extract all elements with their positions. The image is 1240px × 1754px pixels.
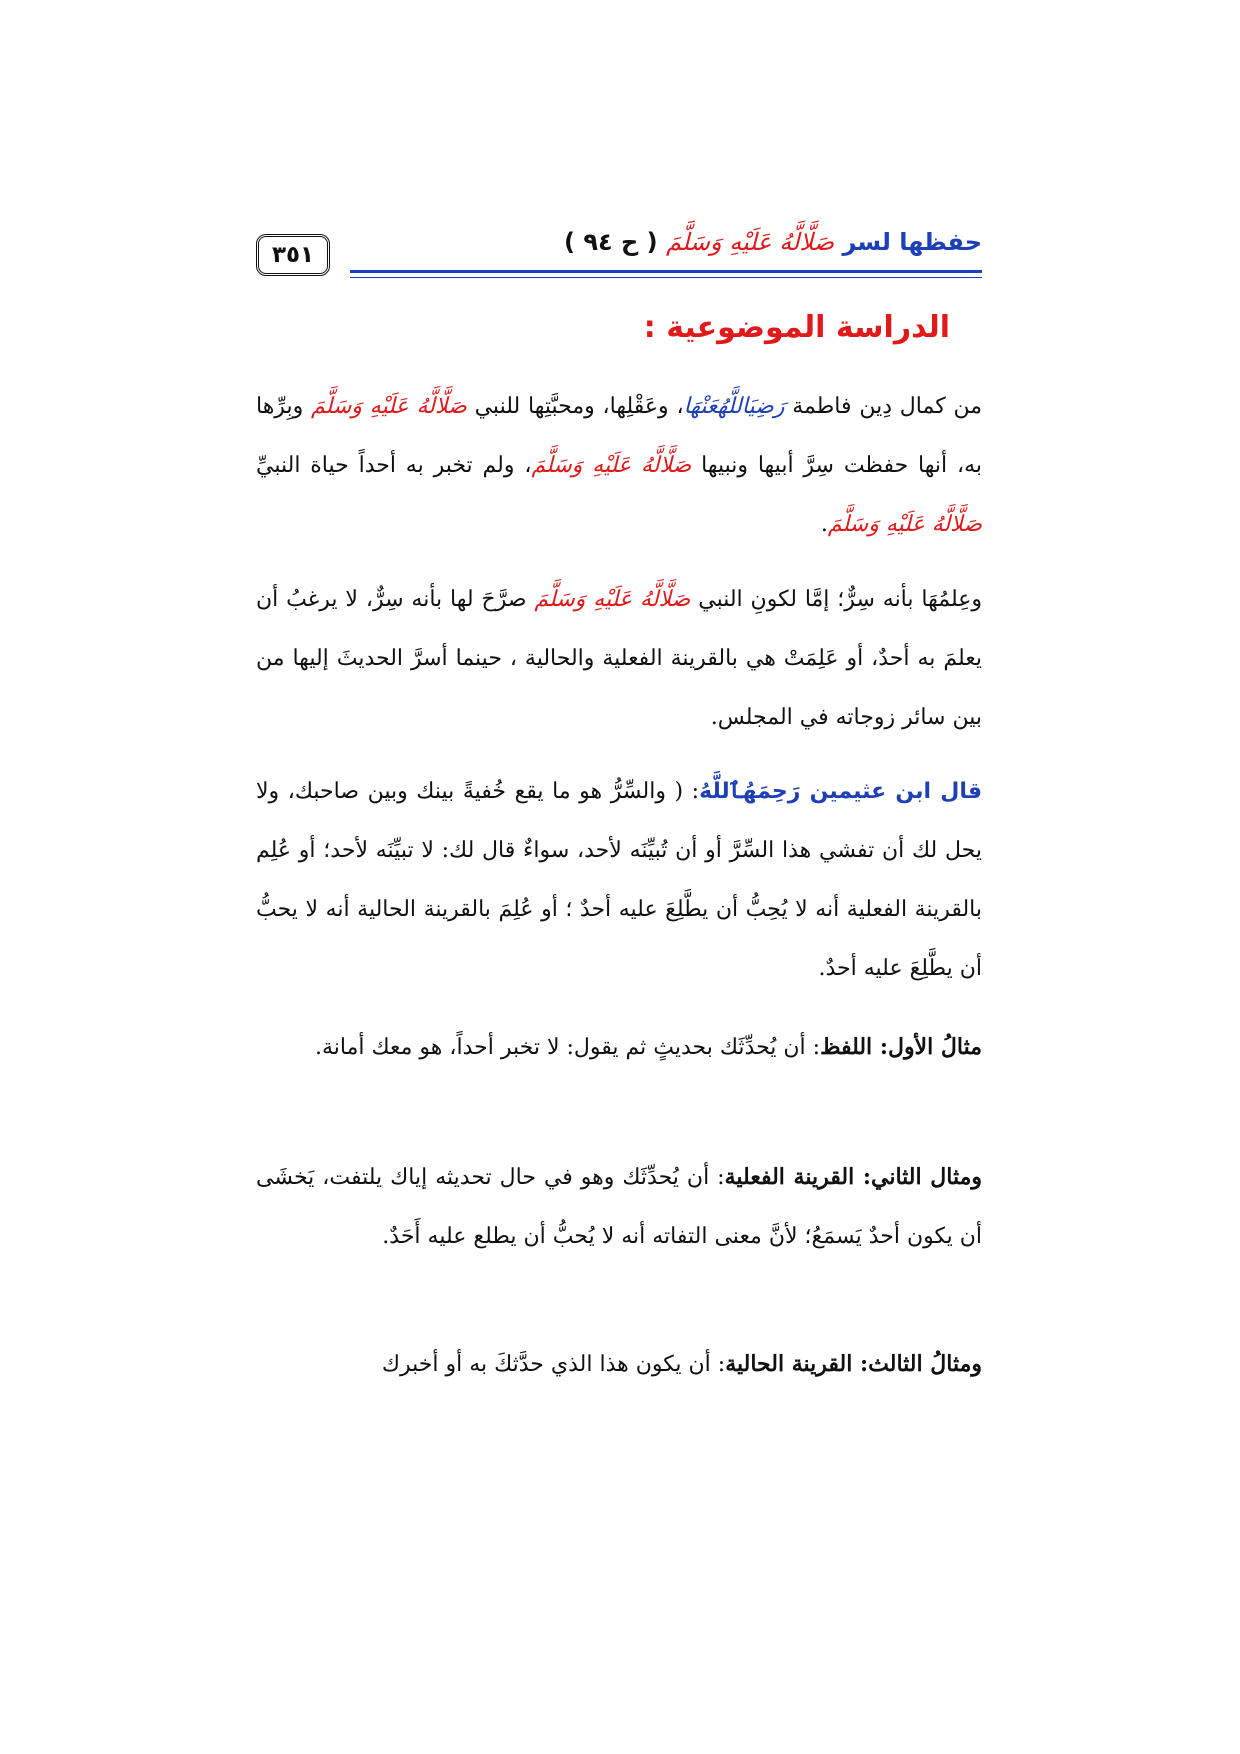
header-rule-thick — [350, 270, 982, 273]
example-1-label: مثالُ الأول: اللفظ — [820, 1034, 982, 1060]
quote-speaker-honorific: رَحِمَهُٱللَّهُ — [699, 779, 801, 804]
page-number-box: ٣٥١ — [256, 234, 330, 276]
p1-text-1: من كمال دِين فاطمة — [784, 394, 983, 419]
p2-text-1: وعِلمُهَا بأنه سِرٌّ؛ إمَّا لكونِ النبي — [690, 587, 982, 612]
quote-speaker: قال ابن عثيمين — [800, 779, 983, 804]
p1-honorific-1: رَضِيَاللَّهُعَنْهَا — [683, 394, 785, 419]
p1-text-3: وبِرِّها به، أنها حفظت سِرَّ أبيها ونبيها — [256, 394, 982, 478]
header-rule-thin — [350, 277, 982, 278]
example-3-text: : أن يكون هذا الذي حدَّثكَ به أو أخبرك — [381, 1352, 726, 1377]
quote-text: : ( والسِّرُّ هو ما يقع خُفيةً بينك وبين صاحبك، ولا يحل لك أن تفشي هذا السِّرَّ أو أن تُبيِّنَه لأحد، سواءٌ قال لك: لا تبيِّنَه لأحد؛ أو عُلِم بالقرينة الفعلية أنه لا يُحِبُّ أن يطَّلِعَ عليه أحدٌ ؛ أو عُلِمَ بالقرينة الحالية أنه لا يحبُّ أن يطَّلِعَ عليه أحدٌ. — [256, 779, 982, 981]
paragraph-6-example-3 — [256, 1335, 982, 1394]
paragraph-3-quote — [256, 762, 982, 998]
section-title: الدراسة الموضوعية : — [643, 310, 950, 345]
paragraph-4-example-1 — [256, 1018, 982, 1077]
header-title-text: حفظها لسر — [842, 228, 982, 256]
p1-honorific-4: صَلَّالَّهُ عَلَيْهِ وَسَلَّمَ — [827, 512, 982, 537]
p1-text-2: ، وعَقْلِها، ومحبَّتِها للنبي — [466, 394, 684, 419]
p2-text-2: صرَّحَ لها بأنه سِرٌّ، لا يرغبُ أن يعلمَ به أحدٌ، أو عَلِمَتْ هي بالقرينة الفعلية والحالية ، حينما أسرَّ الحديثَ إليها من بين سائر زوجاته في المجلس. — [256, 587, 982, 730]
example-2-label-b: القرينة الفعلية — [724, 1164, 855, 1190]
example-2-text: : أن يُحدِّثَك وهو في حال تحديثه إياك يلتفت، يَخشَى أن يكون أحدٌ يَسمَعُ؛ لأنَّ معنى التفاته أنه لا يُحبُّ أن يطلع عليه أَحَدٌ. — [256, 1165, 982, 1249]
p1-text-4: ، ولم تخبر به أحداً حياة النبيِّ — [256, 453, 532, 478]
p1-honorific-2: صَلَّالَّهُ عَلَيْهِ وَسَلَّمَ — [311, 394, 467, 419]
running-header — [422, 228, 982, 256]
header-honorific: صَلَّالَّهُ عَلَيْهِ وَسَلَّمَ — [665, 228, 835, 256]
p1-honorific-3: صَلَّالَّهُ عَلَيْهِ وَسَلَّمَ — [531, 453, 692, 478]
header-hadith-ref: ( ح ٩٤ ) — [564, 228, 658, 256]
example-3-label-a: ومثالُ الثالث: — [852, 1351, 982, 1377]
paragraph-1 — [256, 377, 982, 554]
paragraph-5-example-2 — [256, 1148, 982, 1266]
example-3-label-b: القرينة الحالية — [725, 1351, 853, 1377]
p1-text-5: . — [820, 512, 828, 537]
p2-honorific-1: صَلَّالَّهُ عَلَيْهِ وَسَلَّمَ — [534, 587, 691, 612]
paragraph-2 — [256, 570, 982, 747]
example-2-label-a: ومثال الثاني: — [854, 1164, 983, 1190]
example-1-text: : أن يُحدِّثَك بحديثٍ ثم يقول: لا تخبر أحداً، هو معك أمانة. — [315, 1035, 821, 1060]
